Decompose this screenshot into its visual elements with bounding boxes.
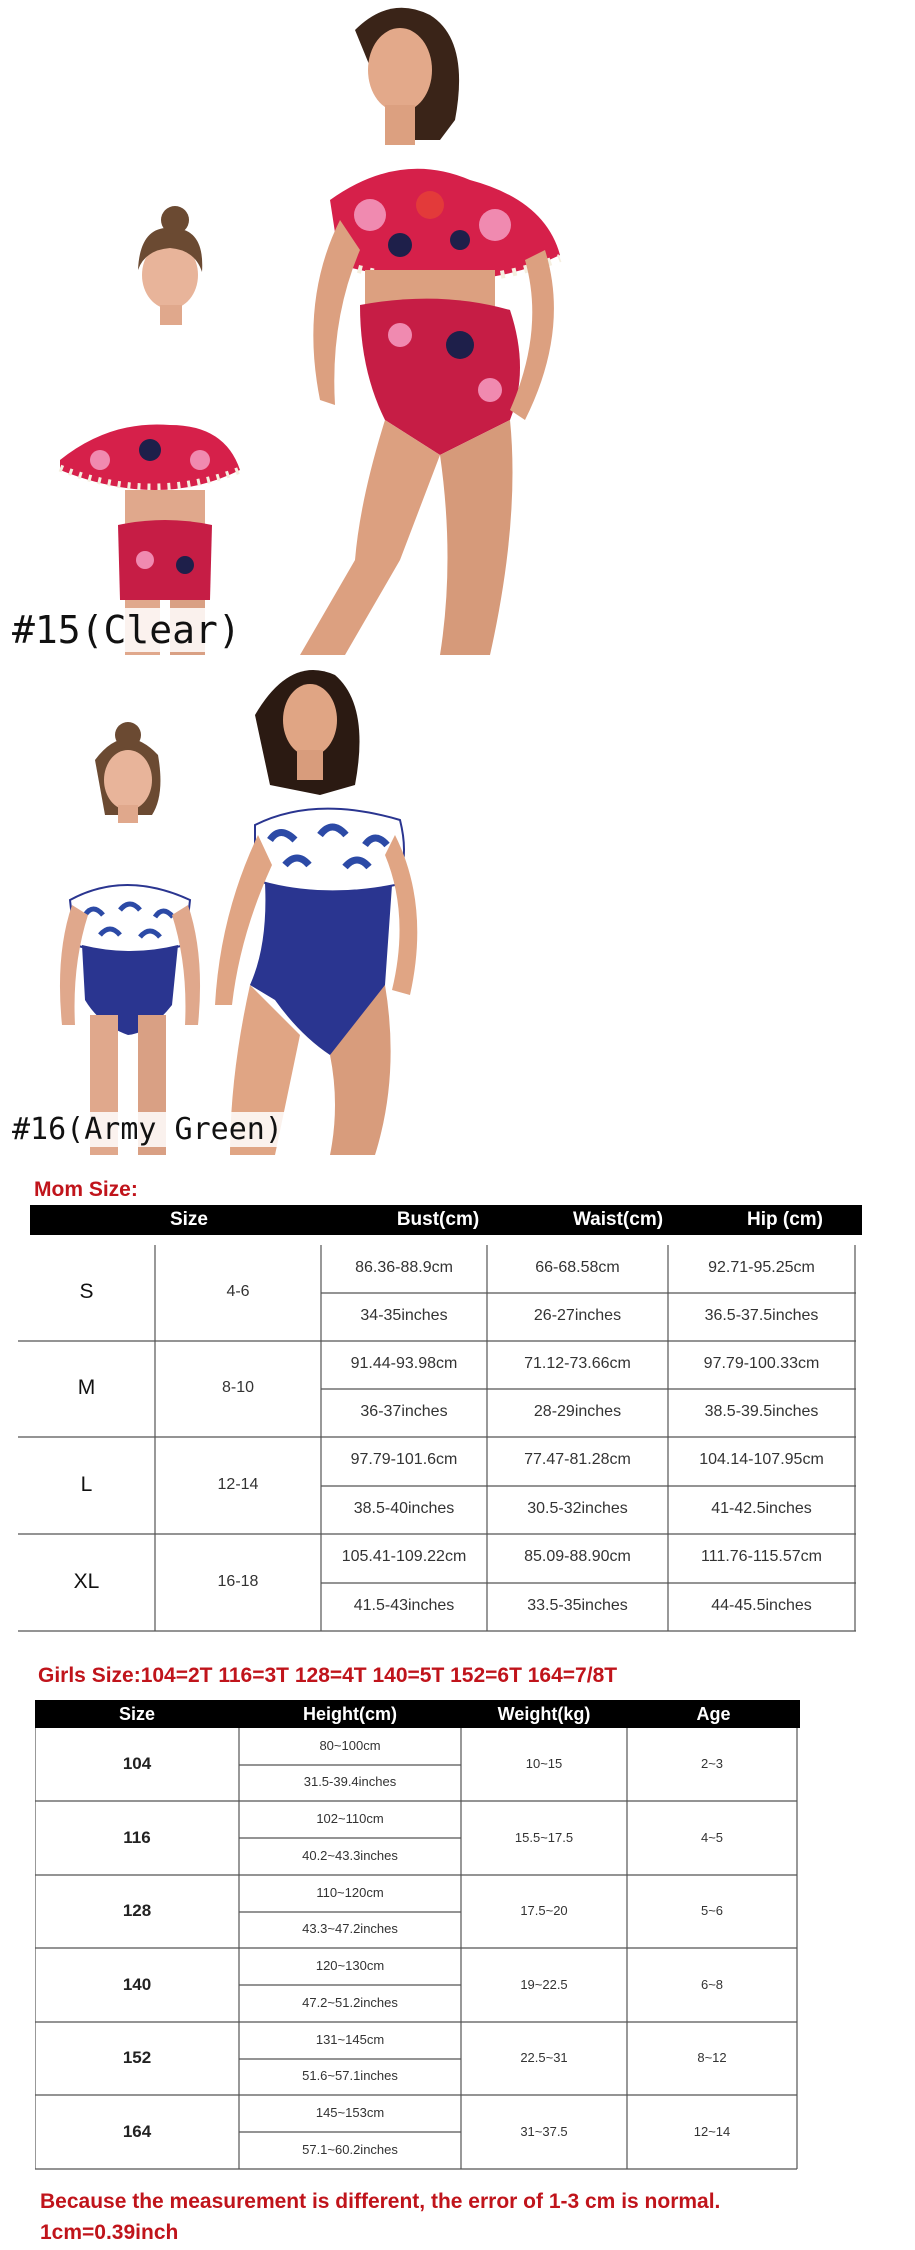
mom-hip-in: 36.5-37.5inches	[704, 1307, 819, 1324]
mom-header-waist: Waist(cm)	[572, 1209, 664, 1230]
mom-hip-cm: 111.76-115.57cm	[701, 1548, 822, 1565]
girls-header-size: Size	[118, 1704, 156, 1724]
girls-size-cell: 140	[122, 1975, 152, 1994]
girls-age: 2~3	[700, 1756, 724, 1771]
girls-weight: 15.5~17.5	[514, 1830, 574, 1845]
girls-height-cm: 145~153cm	[315, 2105, 385, 2120]
mom-size-cell: M	[77, 1376, 96, 1399]
mom-waist-in: 26-27inches	[533, 1307, 622, 1324]
mom-header-bust: Bust(cm)	[396, 1209, 480, 1230]
girls-size-cell: 128	[122, 1901, 152, 1920]
mom-bust-in: 34-35inches	[360, 1307, 448, 1324]
mom-waist-in: 33.5-35inches	[527, 1597, 628, 1614]
photo-16-illustration	[0, 655, 915, 1155]
mom-hip-in: 38.5-39.5inches	[704, 1403, 819, 1420]
girls-height-in: 47.2~51.2inches	[302, 1995, 398, 2010]
girls-size-cell: 116	[123, 1828, 151, 1847]
conversion-note: 1cm=0.39inch	[40, 2221, 179, 2244]
girls-header-age: Age	[696, 1704, 731, 1724]
mom-waist-cm: 66-68.58cm	[535, 1259, 620, 1276]
girls-height-in: 40.2~43.3inches	[302, 1848, 398, 1863]
girls-table-header	[35, 1700, 800, 1728]
measurement-note: Because the measurement is different, the error of 1-3 cm is normal.	[40, 2190, 721, 2213]
photo-caption: #16(Army Green)	[8, 1112, 287, 1147]
mom-header-hip: Hip (cm)	[747, 1209, 823, 1230]
girls-height-in: 51.6~57.1inches	[302, 2068, 398, 2083]
girls-age: 12~14	[693, 2124, 731, 2139]
girls-age: 6~8	[700, 1977, 724, 1992]
mom-size-cell: XL	[73, 1570, 100, 1593]
mom-size-title: Mom Size:	[34, 1178, 138, 1201]
mom-hip-cm: 92.71-95.25cm	[708, 1259, 815, 1276]
photo-15-illustration	[0, 0, 915, 655]
mom-table-header	[30, 1205, 862, 1235]
girls-height-cm: 131~145cm	[315, 2032, 385, 2047]
girls-size-cell: 164	[122, 2122, 152, 2141]
girls-height-in: 31.5-39.4inches	[303, 1774, 397, 1789]
girls-weight: 19~22.5	[520, 1977, 568, 1992]
girls-age: 8~12	[697, 2050, 727, 2065]
mom-bust-in: 38.5-40inches	[353, 1500, 455, 1517]
mom-waist-in: 28-29inches	[533, 1403, 622, 1420]
girls-age: 4~5	[700, 1830, 724, 1845]
girls-size-table	[35, 1728, 800, 2170]
mom-us-cell: 16-18	[217, 1573, 259, 1590]
mom-size-cell: L	[80, 1473, 93, 1496]
girls-size-cell: 104	[122, 1754, 152, 1773]
mom-bust-cm: 91.44-93.98cm	[350, 1355, 458, 1372]
girls-weight: 31~37.5	[520, 2124, 568, 2139]
mom-bust-in: 36-37inches	[360, 1403, 448, 1420]
girls-height-in: 57.1~60.2inches	[302, 2142, 398, 2157]
mom-us-cell: 4-6	[226, 1283, 250, 1300]
mom-bust-cm: 86.36-88.9cm	[355, 1259, 453, 1276]
product-photo-15	[0, 0, 915, 655]
mom-waist-in: 30.5-32inches	[527, 1500, 628, 1517]
girls-height-cm: 102~110cm	[316, 1811, 384, 1826]
girls-height-cm: 80~100cm	[319, 1738, 381, 1753]
girls-size-cell: 152	[122, 2048, 152, 2067]
mom-hip-in: 41-42.5inches	[711, 1500, 812, 1517]
girls-header-height: Height(cm)	[303, 1704, 397, 1724]
mom-size-cell: S	[79, 1280, 94, 1303]
product-photo-16	[0, 655, 915, 1155]
mom-waist-cm: 85.09-88.90cm	[524, 1548, 631, 1565]
girls-height-in: 43.3~47.2inches	[302, 1921, 398, 1936]
mom-hip-cm: 97.79-100.33cm	[703, 1355, 820, 1372]
mom-header-size: Size	[169, 1209, 209, 1230]
girls-table-gridlines	[35, 1728, 800, 2170]
mom-waist-cm: 71.12-73.66cm	[524, 1355, 631, 1372]
mom-waist-cm: 77.47-81.28cm	[524, 1451, 631, 1468]
mom-us-cell: 8-10	[221, 1379, 255, 1396]
mom-us-cell: 12-14	[217, 1476, 259, 1493]
girls-height-cm: 120~130cm	[315, 1958, 385, 1973]
girls-size-title: Girls Size:104=2T 116=3T 128=4T 140=5T 152=6T 164=7/8T	[38, 1664, 618, 1687]
girls-height-cm: 110~120cm	[316, 1885, 384, 1900]
mom-bust-cm: 105.41-109.22cm	[341, 1548, 467, 1565]
girls-weight: 10~15	[525, 1756, 563, 1771]
photo-caption: #15(Clear)	[8, 608, 245, 652]
mom-hip-cm: 104.14-107.95cm	[699, 1451, 824, 1468]
mom-bust-cm: 97.79-101.6cm	[350, 1451, 458, 1468]
girls-age: 5~6	[700, 1903, 724, 1918]
mom-bust-in: 41.5-43inches	[353, 1597, 455, 1614]
mom-hip-in: 44-45.5inches	[711, 1597, 812, 1614]
girls-header-weight: Weight(kg)	[497, 1704, 591, 1724]
girls-weight: 22.5~31	[520, 2050, 568, 2065]
mom-size-table	[18, 1245, 856, 1632]
girls-weight: 17.5~20	[520, 1903, 568, 1918]
